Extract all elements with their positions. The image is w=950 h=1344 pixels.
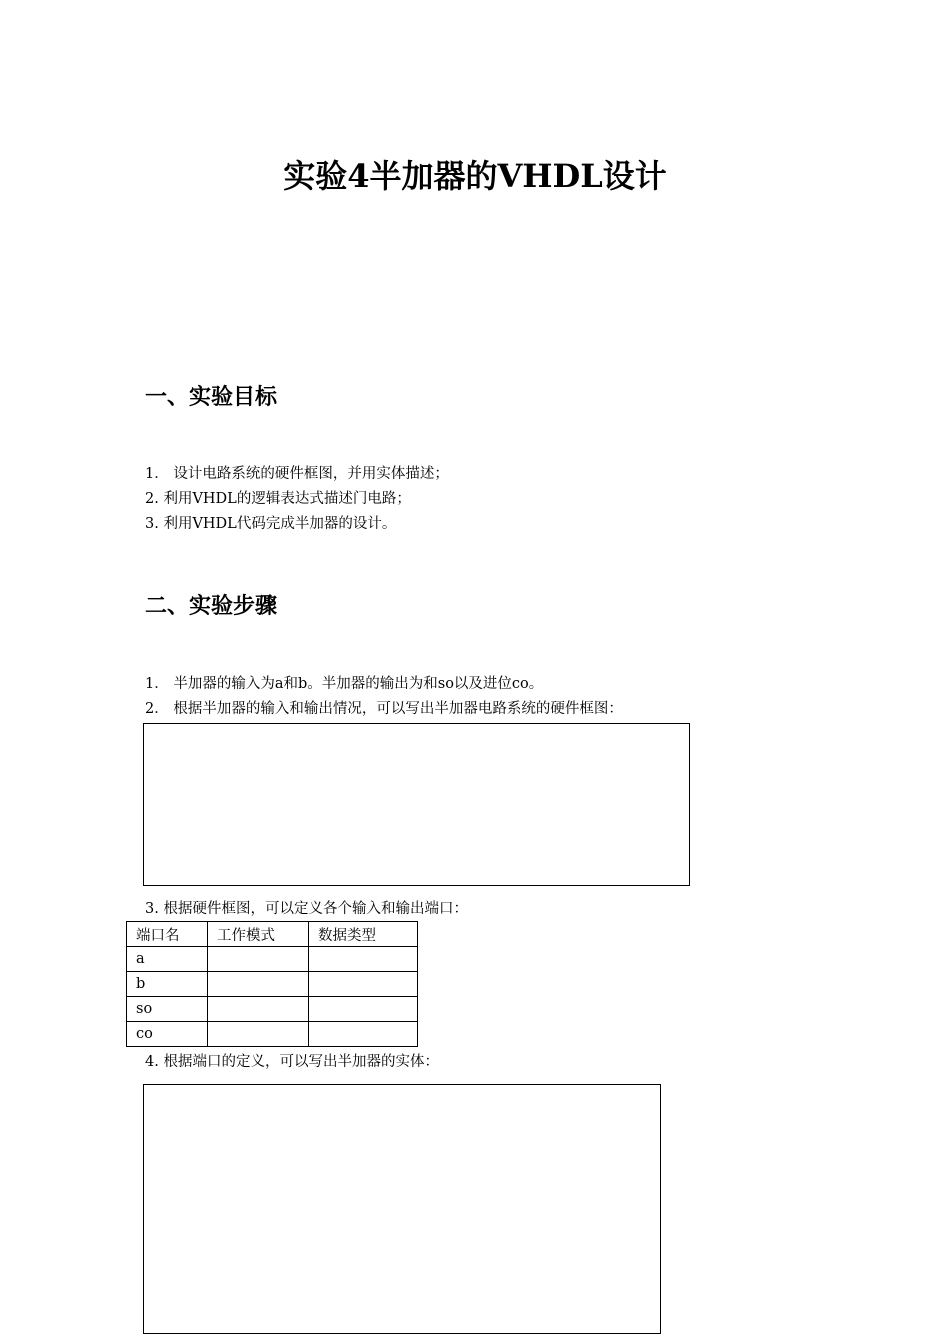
entity-code-box [143, 1084, 661, 1334]
table-cell-port-name: a [127, 947, 208, 972]
table-cell-port-name: b [127, 972, 208, 997]
table-cell-port-name: co [127, 1022, 208, 1047]
objective-item-1: 1． 设计电路系统的硬件框图，并用实体描述； [145, 466, 449, 482]
table-row [127, 997, 418, 1022]
table-cell-mode [208, 947, 309, 972]
step-item-1: 1． 半加器的输入为a和b。半加器的输出为和so以及进位co。 [145, 676, 544, 692]
table-header-cell: 数据类型 [309, 922, 418, 947]
section-heading-steps: 二、实验步骤 [145, 594, 278, 619]
table-header-row [127, 922, 418, 947]
table-cell-type [309, 997, 418, 1022]
table-cell-port-name: so [127, 997, 208, 1022]
step-item-4: 4. 根据端口的定义，可以写出半加器的实体： [145, 1054, 439, 1070]
table-row [127, 972, 418, 997]
table-cell-mode [208, 1022, 309, 1047]
step-item-2: 2． 根据半加器的输入和输出情况，可以写出半加器电路系统的硬件框图： [145, 701, 623, 717]
hardware-diagram-box [143, 723, 690, 886]
table-cell-type [309, 972, 418, 997]
objective-item-2: 2. 利用VHDL的逻辑表达式描述门电路； [145, 491, 411, 507]
table-header-cell: 工作模式 [208, 922, 309, 947]
table-row [127, 1022, 418, 1047]
section-heading-objectives: 一、实验目标 [145, 385, 278, 410]
table-row [127, 947, 418, 972]
table-cell-type [309, 1022, 418, 1047]
port-table [126, 921, 418, 1047]
table-cell-mode [208, 997, 309, 1022]
document-title: 实验4半加器的VHDL设计 [283, 157, 667, 195]
table-cell-type [309, 947, 418, 972]
step-item-3: 3. 根据硬件框图，可以定义各个输入和输出端口： [145, 901, 468, 917]
table-header-cell: 端口名 [127, 922, 208, 947]
objective-item-3: 3. 利用VHDL代码完成半加器的设计。 [145, 516, 397, 532]
table-cell-mode [208, 972, 309, 997]
